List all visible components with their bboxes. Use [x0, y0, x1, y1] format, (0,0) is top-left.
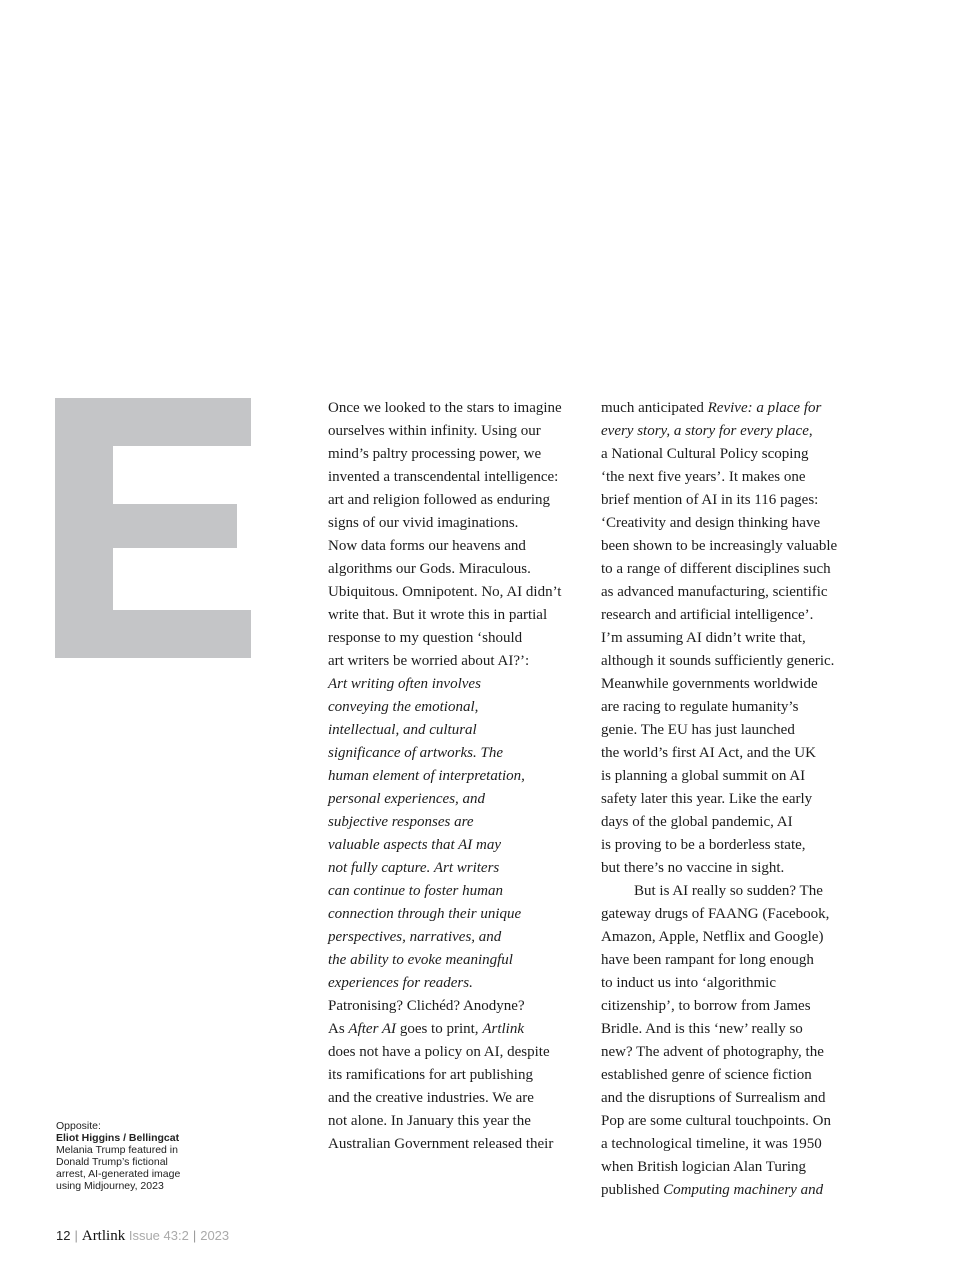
page-number: 12	[56, 1228, 71, 1243]
text-line: research and artificial intelligence’.	[601, 607, 814, 623]
text-line: as advanced manufacturing, scientific	[601, 584, 828, 600]
text-line: established genre of science fiction	[601, 1067, 812, 1083]
text-line: to a range of different disciplines such	[601, 561, 831, 577]
text-line: and the disruptions of Surrealism and	[601, 1090, 826, 1106]
italic-title: Revive: a place for	[707, 400, 822, 416]
italic-title: Computing machinery and	[663, 1182, 824, 1198]
text-line	[328, 1018, 586, 1041]
text-line: ‘Creativity and design thinking have	[601, 515, 821, 531]
italic-title: After AI	[348, 1021, 397, 1037]
text-line: mind’s paltry processing power, we	[328, 446, 542, 462]
text-line: the world’s first AI Act, and the UK	[601, 745, 816, 761]
text-line	[601, 397, 863, 420]
article-column-1	[328, 397, 586, 1156]
issue-number: Issue 43:2	[128, 1228, 189, 1243]
italic-title: every story, a story for every place	[601, 423, 809, 439]
text-line: citizenship’, to borrow from James	[601, 998, 811, 1014]
page-footer	[56, 1228, 229, 1245]
caption-line: Melania Trump featured in	[56, 1144, 178, 1156]
article-column-2	[601, 397, 863, 1202]
text-line: Now data forms our heavens and	[328, 538, 526, 554]
issue-year: 2023	[200, 1228, 230, 1243]
text-line: ourselves within infinity. Using our	[328, 423, 541, 439]
text-line: new? The advent of photography, the	[601, 1044, 824, 1060]
column2-paragraph	[601, 397, 863, 1202]
text-line: brief mention of AI in its 116 pages:	[601, 492, 819, 508]
quote-line: valuable aspects that AI may	[328, 837, 502, 853]
text-line: write that. But it wrote this in partial	[328, 607, 548, 623]
quote-line: the ability to evoke meaningful	[328, 952, 513, 968]
caption-label: Opposite:	[56, 1120, 101, 1132]
text-line: not alone. In January this year the	[328, 1113, 531, 1129]
text-line: have been rampant for long enough	[601, 952, 814, 968]
text-line: signs of our vivid imaginations.	[328, 515, 519, 531]
quote-line: subjective responses are	[328, 814, 474, 830]
text-run: published	[601, 1182, 664, 1198]
quote-line: Art writing often involves	[328, 676, 481, 692]
text-line: Ubiquitous. Omnipotent. No, AI didn’t	[328, 584, 562, 600]
text-line: to induct us into ‘algorithmic	[601, 975, 776, 991]
text-line: Amazon, Apple, Netflix and Google)	[601, 929, 824, 945]
text-line: days of the global pandemic, AI	[601, 814, 793, 830]
text-run: As	[328, 1021, 349, 1037]
text-line: its ramifications for art publishing	[328, 1067, 533, 1083]
text-line: Once we looked to the stars to imagine	[328, 400, 562, 416]
quote-line: experiences for readers.	[328, 975, 473, 991]
drop-cap-letter-shape	[55, 398, 251, 658]
text-line: Bridle. And is this ‘new’ really so	[601, 1021, 803, 1037]
quote-line: perspectives, narratives, and	[328, 929, 502, 945]
caption-line: Donald Trump’s fictional	[56, 1156, 168, 1168]
text-line: are racing to regulate humanity’s	[601, 699, 799, 715]
text-line	[601, 420, 863, 443]
text-line: gateway drugs of FAANG (Facebook,	[601, 906, 830, 922]
quote-line: human element of interpretation,	[328, 768, 525, 784]
quote-line: can continue to foster human	[328, 883, 503, 899]
image-caption	[56, 1120, 226, 1192]
text-line: a technological timeline, it was 1950	[601, 1136, 822, 1152]
text-line: when British logician Alan Turing	[601, 1159, 807, 1175]
text-line	[601, 1179, 863, 1202]
text-line: Patronising? Clichéd? Anodyne?	[328, 998, 525, 1014]
second-paragraph	[328, 995, 586, 1156]
magazine-name: Artlink	[81, 1228, 126, 1244]
text-line: But is AI really so sudden? The	[634, 883, 823, 899]
quote-line: personal experiences, and	[328, 791, 486, 807]
text-run: goes to print,	[396, 1021, 483, 1037]
text-line: art writers be worried about AI?’:	[328, 653, 530, 669]
text-line: is proving to be a borderless state,	[601, 837, 806, 853]
text-line: does not have a policy on AI, despite	[328, 1044, 550, 1060]
quote-line: not fully capture. Art writers	[328, 860, 500, 876]
text-line: ‘the next five years’. It makes one	[601, 469, 806, 485]
text-run: much anticipated	[601, 400, 708, 416]
drop-cap-e	[55, 398, 251, 658]
quote-line: conveying the emotional,	[328, 699, 479, 715]
text-line: Australian Government released their	[328, 1136, 554, 1152]
text-line: I’m assuming AI didn’t write that,	[601, 630, 806, 646]
text-line: Pop are some cultural touchpoints. On	[601, 1113, 831, 1129]
quote-line: connection through their unique	[328, 906, 522, 922]
footer-separator: |	[74, 1228, 78, 1243]
text-line: although it sounds sufficiently generic.	[601, 653, 835, 669]
text-line: response to my question ‘should	[328, 630, 523, 646]
text-line: and the creative industries. We are	[328, 1090, 534, 1106]
intro-paragraph	[328, 397, 586, 673]
caption-line: using Midjourney, 2023	[56, 1180, 164, 1192]
footer-separator: |	[192, 1228, 197, 1243]
quote-line: significance of artworks. The	[328, 745, 503, 761]
text-line: genie. The EU has just launched	[601, 722, 795, 738]
text-line: been shown to be increasingly valuable	[601, 538, 838, 554]
caption-credit: Eliot Higgins / Bellingcat	[56, 1132, 180, 1144]
text-line: is planning a global summit on AI	[601, 768, 806, 784]
text-line: Meanwhile governments worldwide	[601, 676, 818, 692]
ai-quote-block	[328, 673, 586, 995]
text-line: algorithms our Gods. Miraculous.	[328, 561, 531, 577]
text-line: art and religion followed as enduring	[328, 492, 551, 508]
text-line: safety later this year. Like the early	[601, 791, 813, 807]
caption-line: arrest, AI-generated image	[56, 1168, 181, 1180]
quote-line: intellectual, and cultural	[328, 722, 477, 738]
text-line: a National Cultural Policy scoping	[601, 446, 809, 462]
text-line: but there’s no vaccine in sight.	[601, 860, 785, 876]
text-run: ,	[808, 423, 813, 439]
text-line: invented a transcendental intelligence:	[328, 469, 559, 485]
italic-title: Artlink	[482, 1021, 524, 1037]
